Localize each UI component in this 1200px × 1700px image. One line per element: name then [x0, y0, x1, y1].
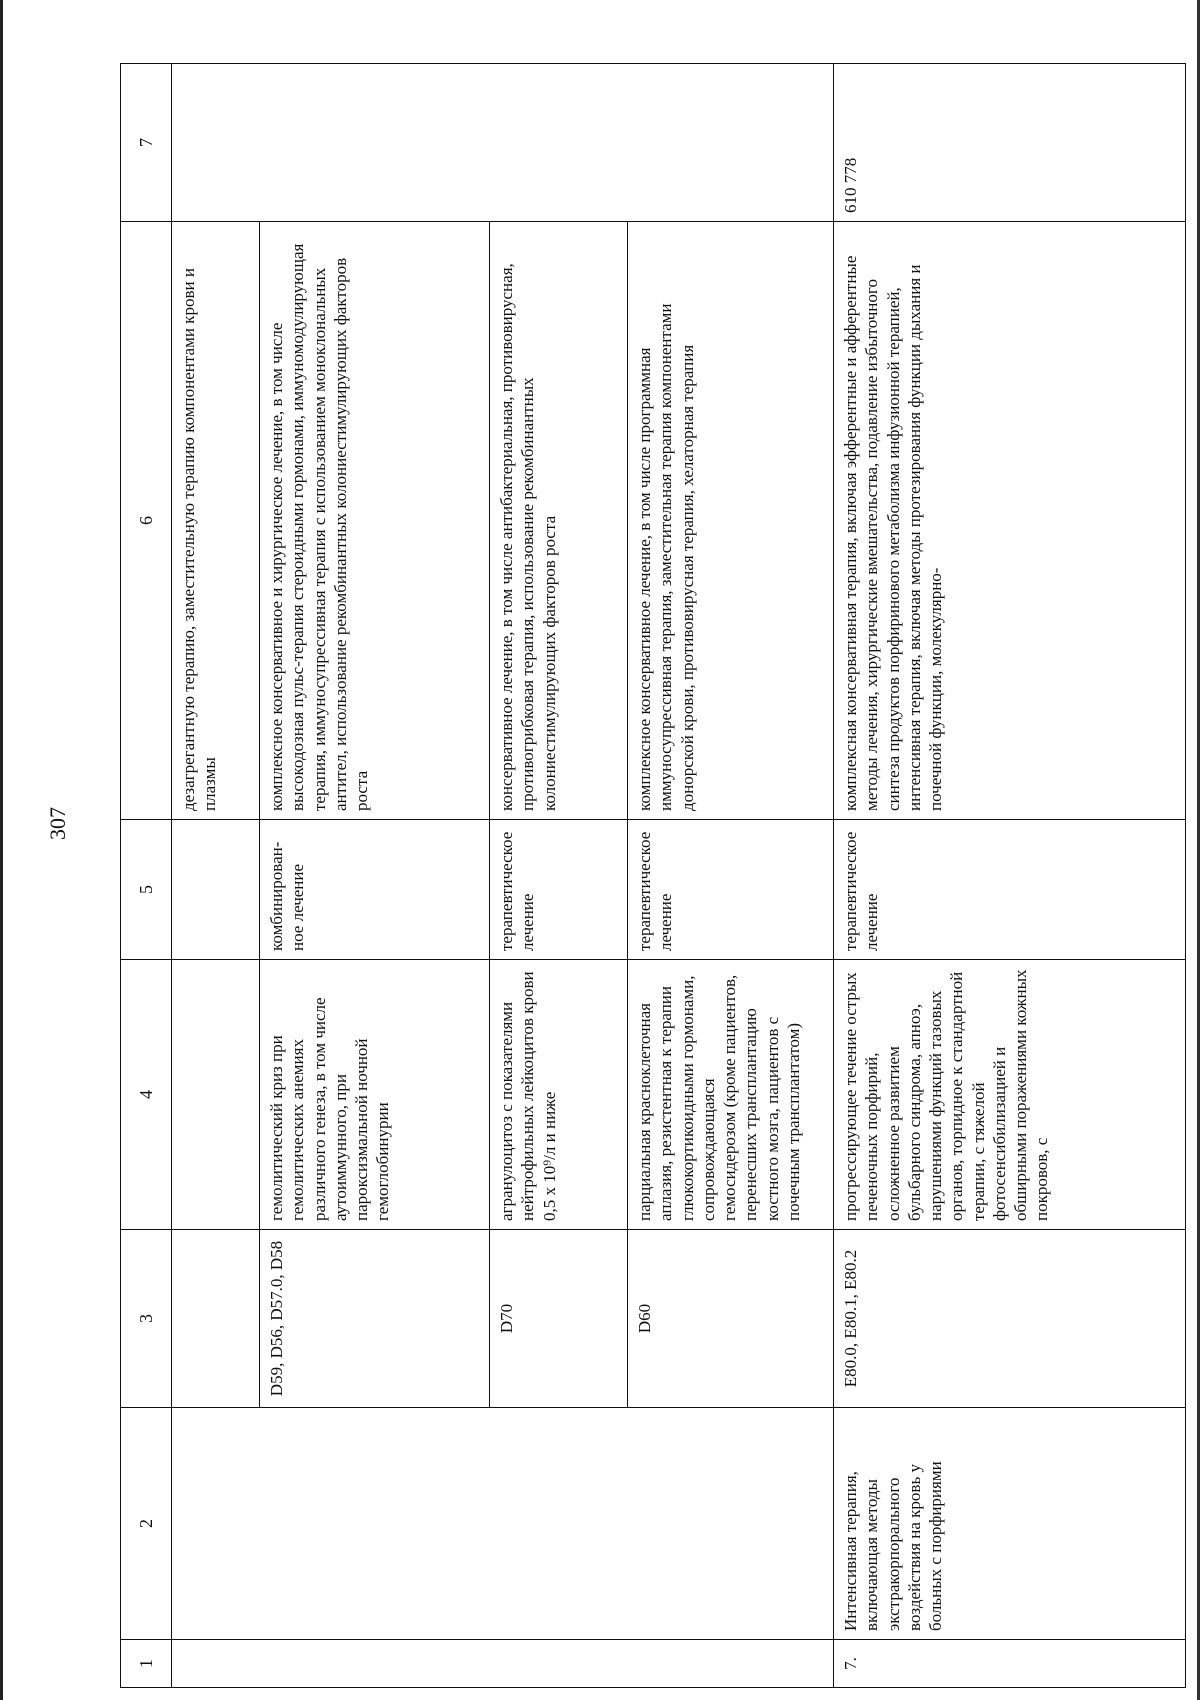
- cell-name: [172, 1408, 834, 1640]
- header-col-4: 4: [121, 960, 172, 1230]
- header-col-3: 3: [121, 1230, 172, 1408]
- header-col-2: 2: [121, 1408, 172, 1640]
- cell-name: Интенсивная терапия, включающая методы экстракорпорального воздействия на кровь у больных с порфириями: [834, 1408, 1186, 1640]
- cell-cost: 610 778: [834, 64, 1186, 222]
- cell-treatment: [172, 820, 260, 960]
- cell-treatment: комбинирован-ное лечение: [260, 820, 490, 960]
- cell-treatment: терапевтическое лечение: [834, 820, 1186, 960]
- cell-model: [172, 960, 260, 1230]
- cell-no: [172, 1640, 834, 1688]
- cell-no: 7.: [834, 1640, 1186, 1688]
- cell-code: [172, 1230, 260, 1408]
- cell-model: агранулоцитоз с показателями нейтрофильных лейкоцитов крови 0,5 х 10⁹/л и ниже: [490, 960, 628, 1230]
- table-row: [834, 64, 1186, 1688]
- rotated-table-container: [120, 64, 1186, 1688]
- cell-method: комплексная консервативная терапия, включая эфферентные и афферентные методы лечения, хирургические вмешательства, подавление избыточного синтеза продуктов порфиринового метаболизма инфузионной терапией, интенсивная терапия, включая методы протезирования функции дыхания и почечной функции, молекулярно-: [834, 222, 1186, 820]
- table-row: [172, 64, 260, 1688]
- cell-code: D59, D56, D57.0, D58: [260, 1230, 490, 1408]
- cell-model: прогрессирующее течение острых печеночных порфирий, осложненное развитием бульбарного синдрома, апноэ, нарушениями функций тазовых органов, торпидное к стандартной терапии, с тяжелой фотосенсибилизацией и обширными поражениями кожных покровов, с: [834, 960, 1186, 1230]
- header-col-6: 6: [121, 222, 172, 820]
- cell-treatment: терапевтическое лечение: [490, 820, 628, 960]
- treatment-table: [120, 63, 1186, 1688]
- cell-cost: [172, 64, 834, 222]
- cell-method: комплексное консервативное и хирургическое лечение, в том числе высокодозная пульс-терапия стероидными гормонами, иммуномодулирующая терапия, иммуносупрессивная терапия с использованием моноклональных антител, использование рекомбинантных колониестимулирующих факторов роста: [260, 222, 490, 820]
- cell-code: E80.0, E80.1, E80.2: [834, 1230, 1186, 1408]
- cell-model: гемолитический криз при гемолитических анемиях различного генеза, в том числе аутоиммунного, при пароксизмальной ночной гемоглобинурии: [260, 960, 490, 1230]
- header-col-7: 7: [121, 64, 172, 222]
- page-number: 307: [45, 807, 70, 840]
- cell-code: D60: [628, 1230, 834, 1408]
- cell-method: комплексное консервативное лечение, в том числе программная иммуносупрессивная терапия, заместительная терапия компонентами донорской крови, противовирусная терапия, хелаторная терапия: [628, 222, 834, 820]
- cell-method: дезагрегантную терапию, заместительную терапию компонентами крови и плазмы: [172, 222, 260, 820]
- scan-edge-left: [0, 0, 3, 1700]
- cell-code: D70: [490, 1230, 628, 1408]
- header-row: [121, 64, 172, 1688]
- cell-method: консервативное лечение, в том числе антибактериальная, противовирусная, противогрибковая терапия, использование рекомбинантных колониестимулирующих факторов роста: [490, 222, 628, 820]
- header-col-5: 5: [121, 820, 172, 960]
- cell-treatment: терапевтическое лечение: [628, 820, 834, 960]
- header-col-1: 1: [121, 1640, 172, 1688]
- cell-model: парциальная красноклеточная аплазия, резистентная к терапии глюкокортикоидными гормонами, сопровождающаяся гемосидерозом (кроме пациентов, перенесших трансплантацию костного мозга, пациентов с почечным трансплантатом): [628, 960, 834, 1230]
